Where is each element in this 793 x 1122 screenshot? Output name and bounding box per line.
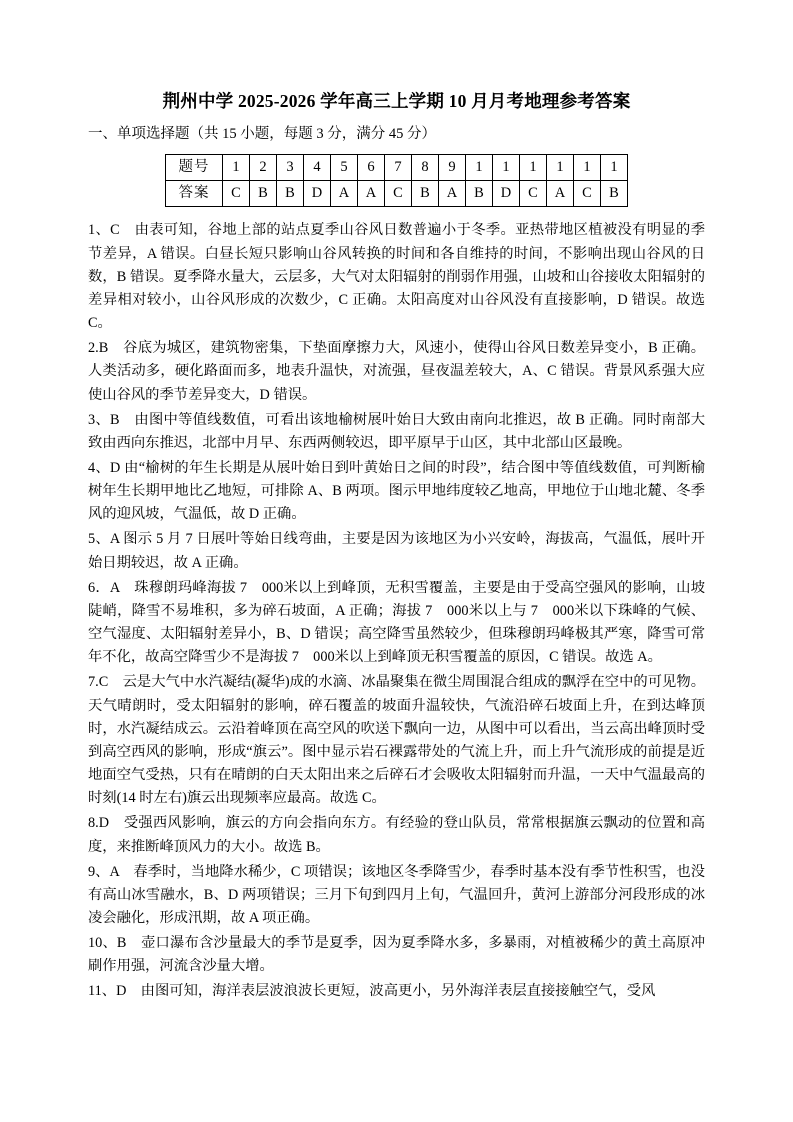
table-row [166,181,628,207]
answer-cell: C [574,181,601,207]
question-number-cell: 1 [601,155,628,181]
question-number-cell: 5 [331,155,358,181]
question-number-cell: 3 [277,155,304,181]
question-number-cell: 1 [574,155,601,181]
answer-cell: B [412,181,439,207]
explanation-item: 6．A 珠穆朗玛峰海拔 7 000米以上到峰顶，无积雪覆盖，主要是由于受高空强风的影响，山坡陡峭，降雪不易堆积，多为碎石坡面，A 正确；海拔 7 000米以上与 7 000米以下珠峰的气候、空气湿度、太阳辐射差异小，B、D 错误；高空降雪虽然较少，但珠穆朗玛峰极其严寒，降雪可常年不化，故高空降雪少不是海拔 7 000米以上到峰顶无积雪覆盖的原因，C 错误。故选 A。 [88,579,705,666]
explanation-item: 3、B 由图中等值线数值，可看出该地榆树展叶始日大致由南向北推迟，故 B 正确。同时南部大致由西向东推迟，北部中月早、东西两侧较迟，即平原早于山区，其中北部山区最晚。 [88,411,705,451]
answer-table-container [88,154,705,207]
answer-cell: C [520,181,547,207]
question-number-cell: 1 [547,155,574,181]
answer-cell: C [223,181,250,207]
answer-cell: A [331,181,358,207]
explanation-item: 9、A 春季时，当地降水稀少，C 项错误；该地区冬季降雪少，春季时基本没有季节性积雪，也没有高山冰雪融水，B、D 两项错误；三月下旬到四月上旬，气温回升，黄河上游部分河段形成的冰凌会融化，形成汛期，故 A 项正确。 [88,863,705,926]
question-number-cell: 1 [493,155,520,181]
row-label-answer: 答案 [166,181,223,207]
question-number-cell: 4 [304,155,331,181]
explanation-item: 5、A 图示 5 月 7 日展叶等始日线弯曲，主要是因为该地区为小兴安岭，海拔高，气温低，展叶开始日期较迟，故 A 正确。 [88,531,705,571]
answer-cell: B [466,181,493,207]
answer-cell: A [358,181,385,207]
explanation-item: 1、C 由表可知，谷地上部的站点夏季山谷风日数普遍小于冬季。亚热带地区植被没有明显的季节差异，A 错误。白昼长短只影响山谷风转换的时间和各自维持的时间，不影响出现山谷风的日数，B 错误。夏季降水量大，云层多，大气对太阳辐射的削弱作用强，山坡和山谷接收太阳辐射的差异相对较小，山谷风形成的次数少，C 正确。太阳高度对山谷风没有直接影响，D 错误。故选 C。 [88,222,705,332]
answer-cell: B [250,181,277,207]
answer-cell: D [493,181,520,207]
question-number-cell: 2 [250,155,277,181]
explanation-item: 4、D 由“榆树的年生长期是从展叶始日到叶黄始日之间的时段”，结合图中等值线数值，可判断榆树年生长期甲地比乙地短，可排除 A、B 两项。图示甲地纬度较乙地高，甲地位于山地北麓、冬季风的迎风坡，气温低，故 D 正确。 [88,460,705,523]
question-number-cell: 9 [439,155,466,181]
section-heading: 一、单项选择题（共 15 小题，每题 3 分，满分 45 分） [88,126,436,143]
answer-cell: C [385,181,412,207]
question-number-cell: 1 [520,155,547,181]
page-title: 荆州中学 2025-2026 学年高三上学期 10 月月考地理参考答案 [162,91,631,111]
explanation-item: 10、B 壶口瀑布含沙量最大的季节是夏季，因为夏季降水多，多暴雨，对植被稀少的黄土高原冲刷作用强，河流含沙量大增。 [88,935,705,975]
answer-cell: B [601,181,628,207]
explanation-item: 8.D 受强西风影响，旗云的方向会指向东方。有经验的登山队员，常常根据旗云飘动的位置和高度，来推断峰顶风力的大小。故选 B。 [88,815,705,855]
row-label-question-number: 题号 [166,155,223,181]
question-number-cell: 7 [385,155,412,181]
explanation-item: 7.C 云是大气中水汽凝结(凝华)成的水滴、冰晶聚集在微尘周围混合组成的飘浮在空中的可见物。天气晴朗时，受太阳辐射的影响，碎石覆盖的坡面升温较快，气流沿碎石坡面上升，在到达峰顶时，水汽凝结成云。云沿着峰顶在高空风的吹送下飘向一边，从图中可以看出，当云高出峰顶时受到高空西风的影响，形成“旗云”。图中显示岩石裸露带处的气流上升，而上升气流形成的前提是近地面空气受热，只有在晴朗的白天太阳出来之后碎石才会吸收太阳辐射而升温，一天中气温最高的时刻(14 时左右)旗云出现频率应最高。故选 C。 [88,674,705,807]
question-number-cell: 6 [358,155,385,181]
explanations-body [88,219,705,1003]
question-number-cell: 1 [223,155,250,181]
answer-cell: B [277,181,304,207]
question-number-cell: 1 [466,155,493,181]
answer-cell: A [547,181,574,207]
table-row [166,155,628,181]
question-number-cell: 8 [412,155,439,181]
answer-cell: A [439,181,466,207]
explanation-item: 2.B 谷底为城区，建筑物密集，下垫面摩擦力大，风速小，使得山谷风日数差异变小，B 正确。人类活动多，硬化路面而多，地表升温快，对流强，昼夜温差较大，A、C 错误。背景风系强大应使山谷风的季节差异变大，D 错误。 [88,340,705,403]
answer-cell: D [304,181,331,207]
answer-key-table [165,154,628,207]
explanation-item: 11、D 由图可知，海洋表层波浪波长更短，波高更小，另外海洋表层直接接触空气，受风 [88,983,656,1000]
